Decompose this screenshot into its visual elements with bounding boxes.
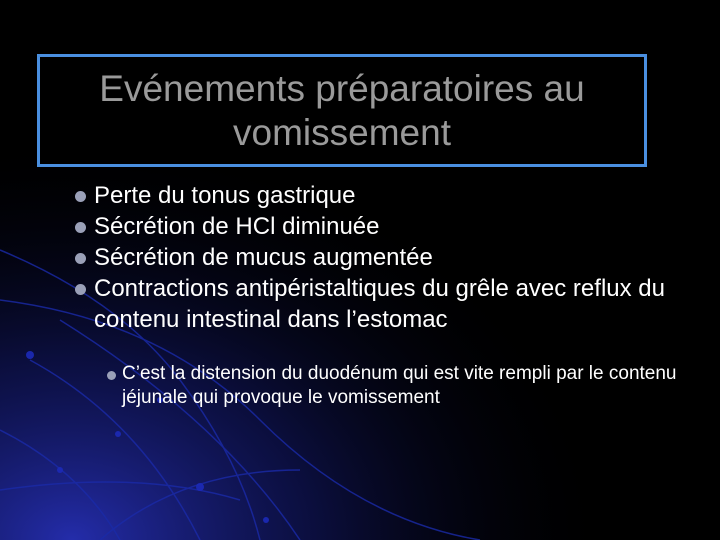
- sub-bullet: [106, 362, 702, 410]
- list-item: [72, 180, 672, 211]
- list-item: [72, 211, 672, 242]
- slide-title: Evénements préparatoires au vomissement: [99, 67, 585, 153]
- bullet-list: [72, 180, 672, 335]
- list-item: [72, 273, 672, 335]
- bullet-text: Contractions antipéristaltiques du grêle avec reflux du contenu intestinal dans l’estomac: [94, 275, 665, 333]
- title-box: [37, 54, 647, 167]
- bullet-dot-icon: [75, 222, 86, 233]
- bullet-text: Sécrétion de HCl diminuée: [94, 213, 380, 240]
- bullet-text: Sécrétion de mucus augmentée: [94, 244, 433, 271]
- sub-bullet-text: C’est la distension du duodénum qui est vite rempli par le contenu jéjunale qui provoque le vomissement: [122, 363, 677, 408]
- bullet-dot-icon: [75, 284, 86, 295]
- list-item: [72, 242, 672, 273]
- sub-bullet-dot-icon: [107, 371, 116, 380]
- bullet-dot-icon: [75, 253, 86, 264]
- bullet-text: Perte du tonus gastrique: [94, 182, 356, 209]
- bullet-dot-icon: [75, 191, 86, 202]
